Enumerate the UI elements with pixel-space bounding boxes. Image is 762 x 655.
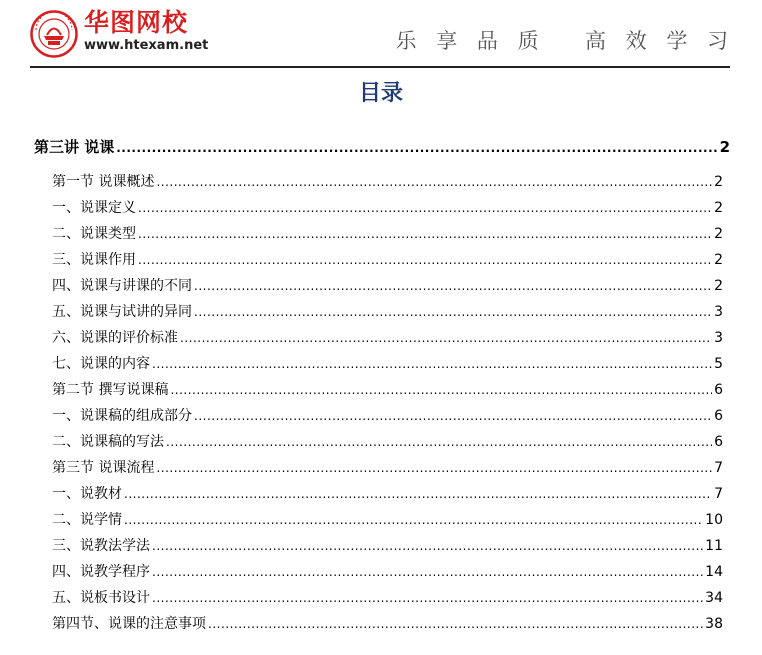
- slogan-char: 高: [584, 29, 606, 53]
- toc-entry[interactable]: [52, 562, 723, 582]
- slogan-char: 质: [517, 29, 539, 53]
- toc-entry-page: 3: [714, 304, 723, 320]
- header-divider: [30, 66, 730, 68]
- toc-entry-page: 6: [714, 434, 723, 450]
- toc-entry-label: 第三讲 说课: [34, 138, 115, 156]
- toc-leader-dots: [152, 354, 712, 374]
- toc-entry-page: 2: [714, 200, 723, 216]
- toc-entry[interactable]: [52, 484, 723, 504]
- toc-entry-label: 二、说课类型: [52, 226, 136, 242]
- toc-entry-page: 34: [705, 590, 723, 606]
- toc-entry-label: 四、说课与讲课的不同: [52, 278, 192, 294]
- toc-entry-page: 2: [719, 138, 730, 156]
- toc-leader-dots: [138, 250, 712, 270]
- toc-entry-label: 第三节 说课流程: [52, 460, 155, 476]
- toc-entry-label: 三、说教法学法: [52, 538, 150, 554]
- toc-entry-page: 14: [705, 564, 723, 580]
- toc-entry-label: 二、说课稿的写法: [52, 434, 164, 450]
- toc-entry-page: 6: [714, 408, 723, 424]
- toc-entry-label: 一、说课稿的组成部分: [52, 408, 192, 424]
- toc-leader-dots: [124, 510, 703, 530]
- toc-entry-label: 三、说课作用: [52, 252, 136, 268]
- toc-entry-page: 11: [705, 538, 723, 554]
- toc-entry-lecture[interactable]: [34, 137, 730, 157]
- toc-entry[interactable]: [52, 172, 723, 192]
- toc-leader-dots: [138, 198, 712, 218]
- toc-entry[interactable]: [52, 354, 723, 374]
- toc-entry[interactable]: [52, 406, 723, 426]
- slogan: [383, 28, 729, 54]
- brand-name: 华图网校: [84, 8, 189, 37]
- toc-entry-page: 2: [714, 226, 723, 242]
- toc-entry-page: 7: [714, 460, 723, 476]
- toc-entry[interactable]: [52, 380, 723, 400]
- page-header: [0, 0, 762, 68]
- toc-entry-page: 5: [714, 356, 723, 372]
- toc-entry-page: 2: [714, 252, 723, 268]
- toc-leader-dots: [194, 406, 712, 426]
- toc-leader-dots: [116, 138, 717, 158]
- toc-entry[interactable]: [52, 224, 723, 244]
- toc-entry-label: 七、说课的内容: [52, 356, 150, 372]
- toc-entry-page: 3: [714, 330, 723, 346]
- toc-entry-label: 五、说板书设计: [52, 590, 150, 606]
- slogan-char: 效: [625, 29, 647, 53]
- toc-leader-dots: [152, 588, 703, 608]
- toc-leader-dots: [170, 380, 712, 400]
- slogan-char: 乐: [395, 29, 417, 53]
- toc-entry-label: 四、说教学程序: [52, 564, 150, 580]
- toc-entry-label: 第四节、说课的注意事项: [52, 616, 206, 632]
- toc-entry[interactable]: [52, 302, 723, 322]
- toc-entry[interactable]: [52, 614, 723, 634]
- toc-entry-label: 第二节 撰写说课稿: [52, 382, 169, 398]
- slogan-char: 享: [436, 29, 458, 53]
- toc-entry-page: 10: [705, 512, 723, 528]
- toc-leader-dots: [152, 562, 703, 582]
- toc-entry[interactable]: [52, 328, 723, 348]
- toc-entry[interactable]: [52, 588, 723, 608]
- brand-url: www.htexam.net: [84, 38, 209, 53]
- toc-entry-label: 第一节 说课概述: [52, 174, 155, 190]
- toc-leader-dots: [138, 224, 712, 244]
- toc-entry[interactable]: [52, 432, 723, 452]
- toc-leader-dots: [208, 614, 703, 634]
- toc-leader-dots: [194, 276, 712, 296]
- toc-leader-dots: [194, 302, 712, 322]
- slogan-char: 习: [707, 29, 728, 53]
- toc-entry-label: 一、说课定义: [52, 200, 136, 216]
- toc-leader-dots: [156, 172, 712, 192]
- toc-leader-dots: [124, 484, 712, 504]
- toc-entry-page: 2: [714, 174, 723, 190]
- toc-entry-label: 二、说学情: [52, 512, 122, 528]
- slogan-char: 学: [666, 29, 688, 53]
- toc-entry-label: 五、说课与试讲的异同: [52, 304, 192, 320]
- toc-leader-dots: [152, 536, 703, 556]
- toc-leader-dots: [156, 458, 712, 478]
- toc-entry[interactable]: [52, 276, 723, 296]
- toc-entry-label: 六、说课的评价标准: [52, 330, 178, 346]
- toc-entry-page: 7: [714, 486, 723, 502]
- toc-leader-dots: [166, 432, 712, 452]
- toc-entry[interactable]: [52, 458, 723, 478]
- toc-entry-page: 38: [705, 616, 723, 632]
- toc-title: 目录: [358, 81, 403, 106]
- toc-entry-label: 一、说教材: [52, 486, 122, 502]
- toc-entry[interactable]: [52, 510, 723, 530]
- slogan-char: 品: [476, 29, 498, 53]
- toc-entry[interactable]: [52, 536, 723, 556]
- toc-entry-page: 6: [714, 382, 723, 398]
- toc-leader-dots: [180, 328, 712, 348]
- toc-entry[interactable]: [52, 198, 723, 218]
- toc-entry[interactable]: [52, 250, 723, 270]
- htexam-seal-logo-icon: [30, 10, 78, 58]
- toc-entry-page: 2: [714, 278, 723, 294]
